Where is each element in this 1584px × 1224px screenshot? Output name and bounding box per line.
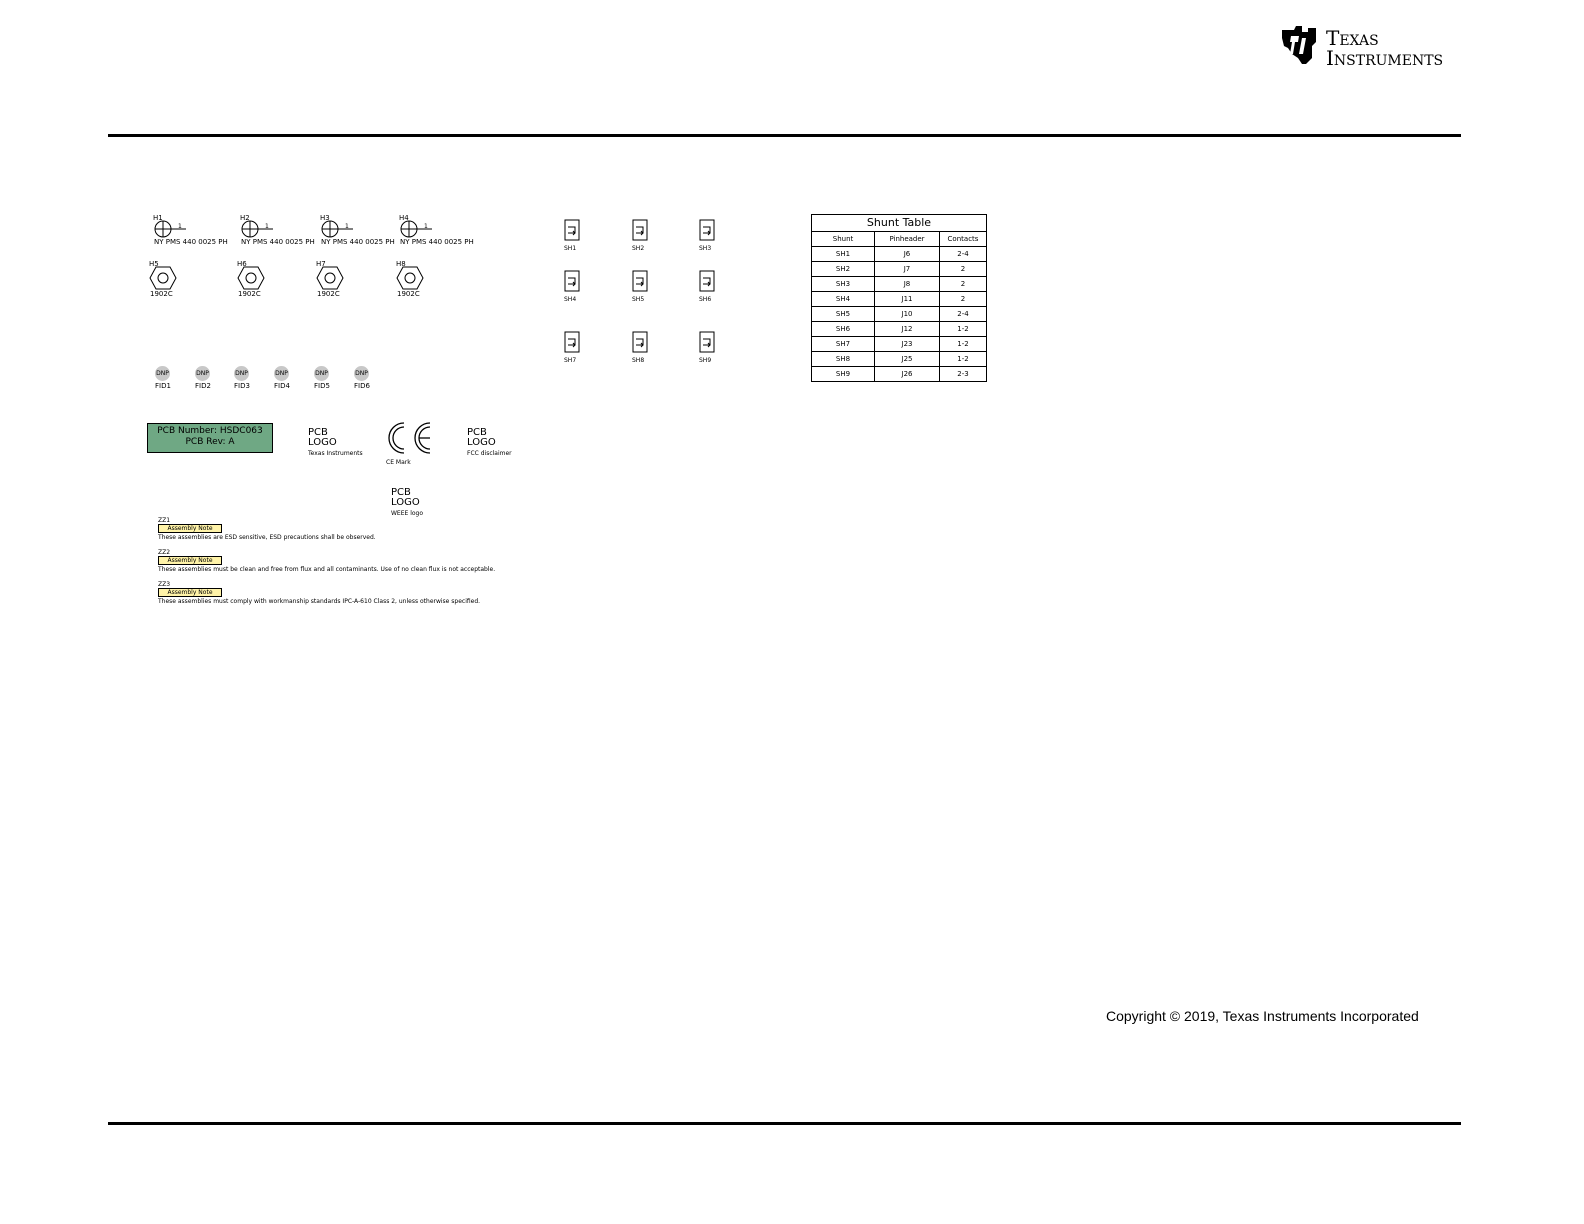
column-header: Shunt: [812, 232, 875, 247]
shunt-sh6: [699, 270, 715, 303]
hole-h3: [320, 214, 395, 246]
table-cell: J10: [875, 307, 940, 322]
top-rule: [108, 134, 1461, 137]
shunt-sh1: [564, 219, 580, 252]
note-tag: Assembly Note: [158, 556, 222, 565]
hole-ref: H3: [320, 214, 330, 222]
bottom-rule: [108, 1122, 1461, 1125]
fiducial-ref: FID2: [195, 382, 211, 390]
shunt-ref: SH6: [699, 296, 712, 303]
shunt-sh2: [632, 219, 648, 252]
fiducial-dnp: DNP: [195, 366, 210, 381]
logo-logo-label: LOGO: [391, 497, 420, 508]
shunt-ref: SH9: [699, 357, 712, 364]
logo-line1: Texas: [1326, 26, 1379, 50]
column-header: Contacts: [940, 232, 987, 247]
pcb-number-box: [147, 423, 273, 453]
fiducial-ref: FID1: [155, 382, 171, 390]
standoff-ref: H5: [149, 260, 159, 268]
logo-caption: FCC disclaimer: [467, 450, 512, 457]
shunt-icon: [632, 219, 648, 241]
table-row: [812, 247, 987, 262]
shunt-sh4: [564, 270, 580, 303]
shunt-icon: [564, 219, 580, 241]
mounting-hole-icon: [320, 219, 356, 239]
table-cell: SH5: [812, 307, 875, 322]
shunt-ref: SH2: [632, 245, 645, 252]
hole-ref: H1: [153, 214, 163, 222]
hex-standoff-icon: [237, 266, 265, 290]
mounting-hole-icon: [399, 219, 435, 239]
table-cell: J6: [875, 247, 940, 262]
shunt-sh7: [564, 331, 580, 364]
logo-pcb-label: PCB: [467, 427, 487, 438]
standoff-part: 1902C: [238, 290, 261, 298]
ti-emblem-icon: [1278, 24, 1322, 68]
hole-pin: 1: [265, 223, 269, 230]
shunt-table: [811, 214, 987, 382]
note-tag: Assembly Note: [158, 524, 222, 533]
shunt-sh3: [699, 219, 715, 252]
fiducial-ref: FID5: [314, 382, 330, 390]
assembly-note-zz3: [158, 581, 481, 605]
hole-h2: [240, 214, 315, 246]
logo-caption: Texas Instruments: [308, 450, 363, 457]
fiducial-dnp: DNP: [314, 366, 329, 381]
table-cell: 2-3: [940, 367, 987, 382]
fiducial-ref: FID4: [274, 382, 290, 390]
table-cell: SH4: [812, 292, 875, 307]
mounting-hole-icon: [153, 219, 189, 239]
shunt-ref: SH7: [564, 357, 577, 364]
hex-standoff-icon: [396, 266, 424, 290]
table-cell: 2: [940, 292, 987, 307]
shunt-ref: SH8: [632, 357, 645, 364]
shunt-ref: SH3: [699, 245, 712, 252]
logo-logo-label: LOGO: [308, 437, 337, 448]
hole-part: NY PMS 440 0025 PH: [400, 238, 474, 246]
hole-ref: H2: [240, 214, 250, 222]
table-cell: 1-2: [940, 352, 987, 367]
column-header: Pinheader: [875, 232, 940, 247]
pcb-logo-ti: [308, 428, 363, 457]
table-cell: J12: [875, 322, 940, 337]
logo-pcb-label: PCB: [391, 487, 411, 498]
standoff-h8: [396, 260, 420, 298]
assembly-note-zz1: [158, 517, 376, 541]
standoff-h5: [149, 260, 173, 298]
logo-caption: WEEE logo: [391, 510, 424, 517]
table-row: [812, 307, 987, 322]
table-cell: SH2: [812, 262, 875, 277]
logo-logo-label: LOGO: [467, 437, 496, 448]
logo-line2: Instruments: [1326, 46, 1444, 70]
pcb-logo-weee: [391, 488, 423, 517]
shunt-icon: [564, 331, 580, 353]
hole-pin: 1: [178, 223, 182, 230]
shunt-sh8: [632, 331, 648, 364]
hole-part: NY PMS 440 0025 PH: [241, 238, 315, 246]
table-cell: SH1: [812, 247, 875, 262]
hole-ref: H4: [399, 214, 409, 222]
fiducial-ref: FID3: [234, 382, 250, 390]
fiducial-dnp: DNP: [274, 366, 289, 381]
logo-pcb-label: PCB: [308, 427, 328, 438]
table-cell: 2-4: [940, 247, 987, 262]
table-header-row: [812, 232, 987, 247]
shunt-ref: SH5: [632, 296, 645, 303]
standoff-ref: H7: [316, 260, 326, 268]
table-cell: J7: [875, 262, 940, 277]
pcb-number: PCB Number: HSDC063: [157, 426, 263, 436]
hex-standoff-icon: [149, 266, 177, 290]
shunt-sh5: [632, 270, 648, 303]
shunt-sh9: [699, 331, 715, 364]
table-cell: SH6: [812, 322, 875, 337]
standoff-h7: [316, 260, 340, 298]
fiducial-dnp: DNP: [354, 366, 369, 381]
note-text: These assemblies are ESD sensitive, ESD precautions shall be observed.: [158, 534, 376, 541]
standoff-part: 1902C: [317, 290, 340, 298]
note-ref: ZZ2: [158, 549, 171, 556]
shunt-icon: [632, 270, 648, 292]
hole-pin: 1: [424, 223, 428, 230]
ce-mark-icon: [386, 421, 434, 455]
table-row: [812, 322, 987, 337]
table-cell: J26: [875, 367, 940, 382]
shunt-icon: [699, 270, 715, 292]
pcb-rev: PCB Rev: A: [185, 437, 235, 447]
note-tag: Assembly Note: [158, 588, 222, 597]
table-cell: 1-2: [940, 337, 987, 352]
table-cell: 2-4: [940, 307, 987, 322]
hole-h4: [399, 214, 474, 246]
table-cell: 2: [940, 277, 987, 292]
table-row: [812, 292, 987, 307]
table-cell: J23: [875, 337, 940, 352]
standoff-part: 1902C: [150, 290, 173, 298]
table-row: [812, 277, 987, 292]
hole-part: NY PMS 440 0025 PH: [321, 238, 395, 246]
standoff-ref: H8: [396, 260, 406, 268]
ce-caption: CE Mark: [386, 459, 411, 466]
table-row: [812, 352, 987, 367]
ti-logo: [1278, 24, 1463, 70]
shunt-icon: [564, 270, 580, 292]
hex-standoff-icon: [316, 266, 344, 290]
fiducial-dnp: DNP: [234, 366, 249, 381]
table-cell: SH3: [812, 277, 875, 292]
table-cell: SH9: [812, 367, 875, 382]
table-cell: SH7: [812, 337, 875, 352]
table-cell: 1-2: [940, 322, 987, 337]
shunt-ref: SH4: [564, 296, 577, 303]
shunt-ref: SH1: [564, 245, 577, 252]
standoff-h6: [237, 260, 261, 298]
ce-mark: [386, 421, 434, 466]
table-cell: J11: [875, 292, 940, 307]
shunt-table-title: Shunt Table: [811, 214, 987, 231]
note-ref: ZZ3: [158, 581, 171, 588]
table-row: [812, 367, 987, 382]
table-row: [812, 337, 987, 352]
shunt-icon: [632, 331, 648, 353]
copyright: Copyright © 2019, Texas Instruments Incorporated: [1106, 1008, 1419, 1024]
standoff-part: 1902C: [397, 290, 420, 298]
fiducial-ref: FID6: [354, 382, 370, 390]
shunt-icon: [699, 219, 715, 241]
fiducial-dnp: DNP: [155, 366, 170, 381]
hole-h1: [153, 214, 228, 246]
hole-part: NY PMS 440 0025 PH: [154, 238, 228, 246]
table-row: [812, 262, 987, 277]
shunt-icon: [699, 331, 715, 353]
table-cell: SH8: [812, 352, 875, 367]
note-ref: ZZ1: [158, 517, 171, 524]
table-cell: J8: [875, 277, 940, 292]
assembly-note-zz2: [158, 549, 496, 573]
note-text: These assemblies must comply with workmanship standards IPC-A-610 Class 2, unless otherwise specified.: [158, 598, 481, 605]
mounting-hole-icon: [240, 219, 276, 239]
hole-pin: 1: [345, 223, 349, 230]
note-text: These assemblies must be clean and free from flux and all contaminants. Use of no clean flux is not acceptable.: [158, 566, 496, 573]
table-cell: 2: [940, 262, 987, 277]
pcb-logo-fcc: [467, 428, 512, 457]
standoff-ref: H6: [237, 260, 247, 268]
table-cell: J25: [875, 352, 940, 367]
